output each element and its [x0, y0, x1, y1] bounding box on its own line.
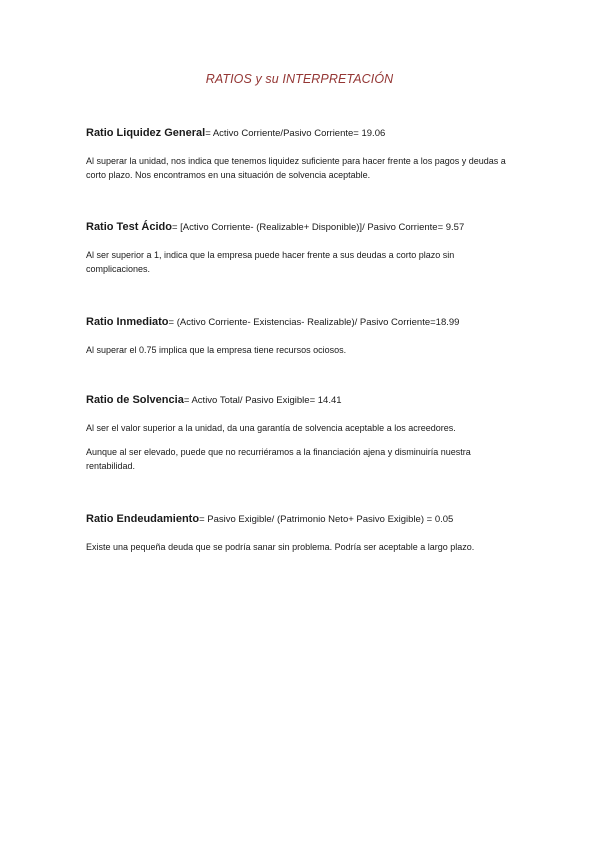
- ratio-interpretation: Al ser superior a 1, indica que la empresa puede hacer frente a sus deudas a corto plazo sin complicaciones.: [86, 250, 455, 274]
- ratio-heading: [86, 127, 516, 140]
- ratio-section-test-acido: [86, 221, 506, 286]
- ratio-interpretation: Al superar la unidad, nos indica que tenemos liquidez suficiente para hacer frente a los pagos y deudas a corto plazo. Nos encontramos en una situación de solvencia aceptable.: [86, 156, 506, 180]
- ratio-formula: = Pasivo Exigible/ (Patrimonio Neto+ Pasivo Exigible) = 0.05: [199, 514, 454, 525]
- ratio-section-endeudamiento: [86, 513, 506, 564]
- ratio-formula: = Activo Total/ Pasivo Exigible= 14.41: [183, 395, 342, 406]
- ratio-heading: [86, 394, 516, 407]
- ratio-interpretation: Existe una pequeña deuda que se podría sanar sin problema. Podría ser aceptable a largo plazo.: [86, 542, 475, 552]
- ratio-interpretation: Al superar el 0.75 implica que la empresa tiene recursos ociosos.: [86, 345, 347, 355]
- ratio-section-inmediato: [86, 316, 526, 367]
- ratio-interpretation: Aunque al ser elevado, puede que no recurriéramos a la financiación ajena y disminuiría nuestra rentabilidad.: [86, 447, 471, 471]
- ratio-name: Ratio Endeudamiento: [86, 513, 200, 525]
- document-title: RATIOS y su INTERPRETACIÓN: [205, 72, 394, 86]
- ratio-section-liquidez-general: [86, 127, 516, 192]
- ratio-formula: = (Activo Corriente- Existencias- Realizable)/ Pasivo Corriente=18.99: [168, 317, 460, 328]
- ratio-heading: [86, 513, 506, 526]
- ratio-name: Ratio de Solvencia: [86, 394, 184, 406]
- ratio-formula: = Activo Corriente/Pasivo Corriente= 19.06: [205, 128, 386, 139]
- ratio-formula: = [Activo Corriente- (Realizable+ Disponible)]/ Pasivo Corriente= 9.57: [171, 222, 465, 233]
- ratio-heading: [86, 316, 526, 329]
- ratio-interpretation: Al ser el valor superior a la unidad, da una garantía de solvencia aceptable a los acreedores.: [86, 423, 456, 433]
- ratio-heading: [86, 221, 506, 234]
- ratio-name: Ratio Test Ácido: [86, 221, 172, 233]
- ratio-name: Ratio Liquidez General: [86, 127, 206, 139]
- ratio-name: Ratio Inmediato: [86, 316, 169, 328]
- ratio-section-solvencia: [86, 394, 516, 483]
